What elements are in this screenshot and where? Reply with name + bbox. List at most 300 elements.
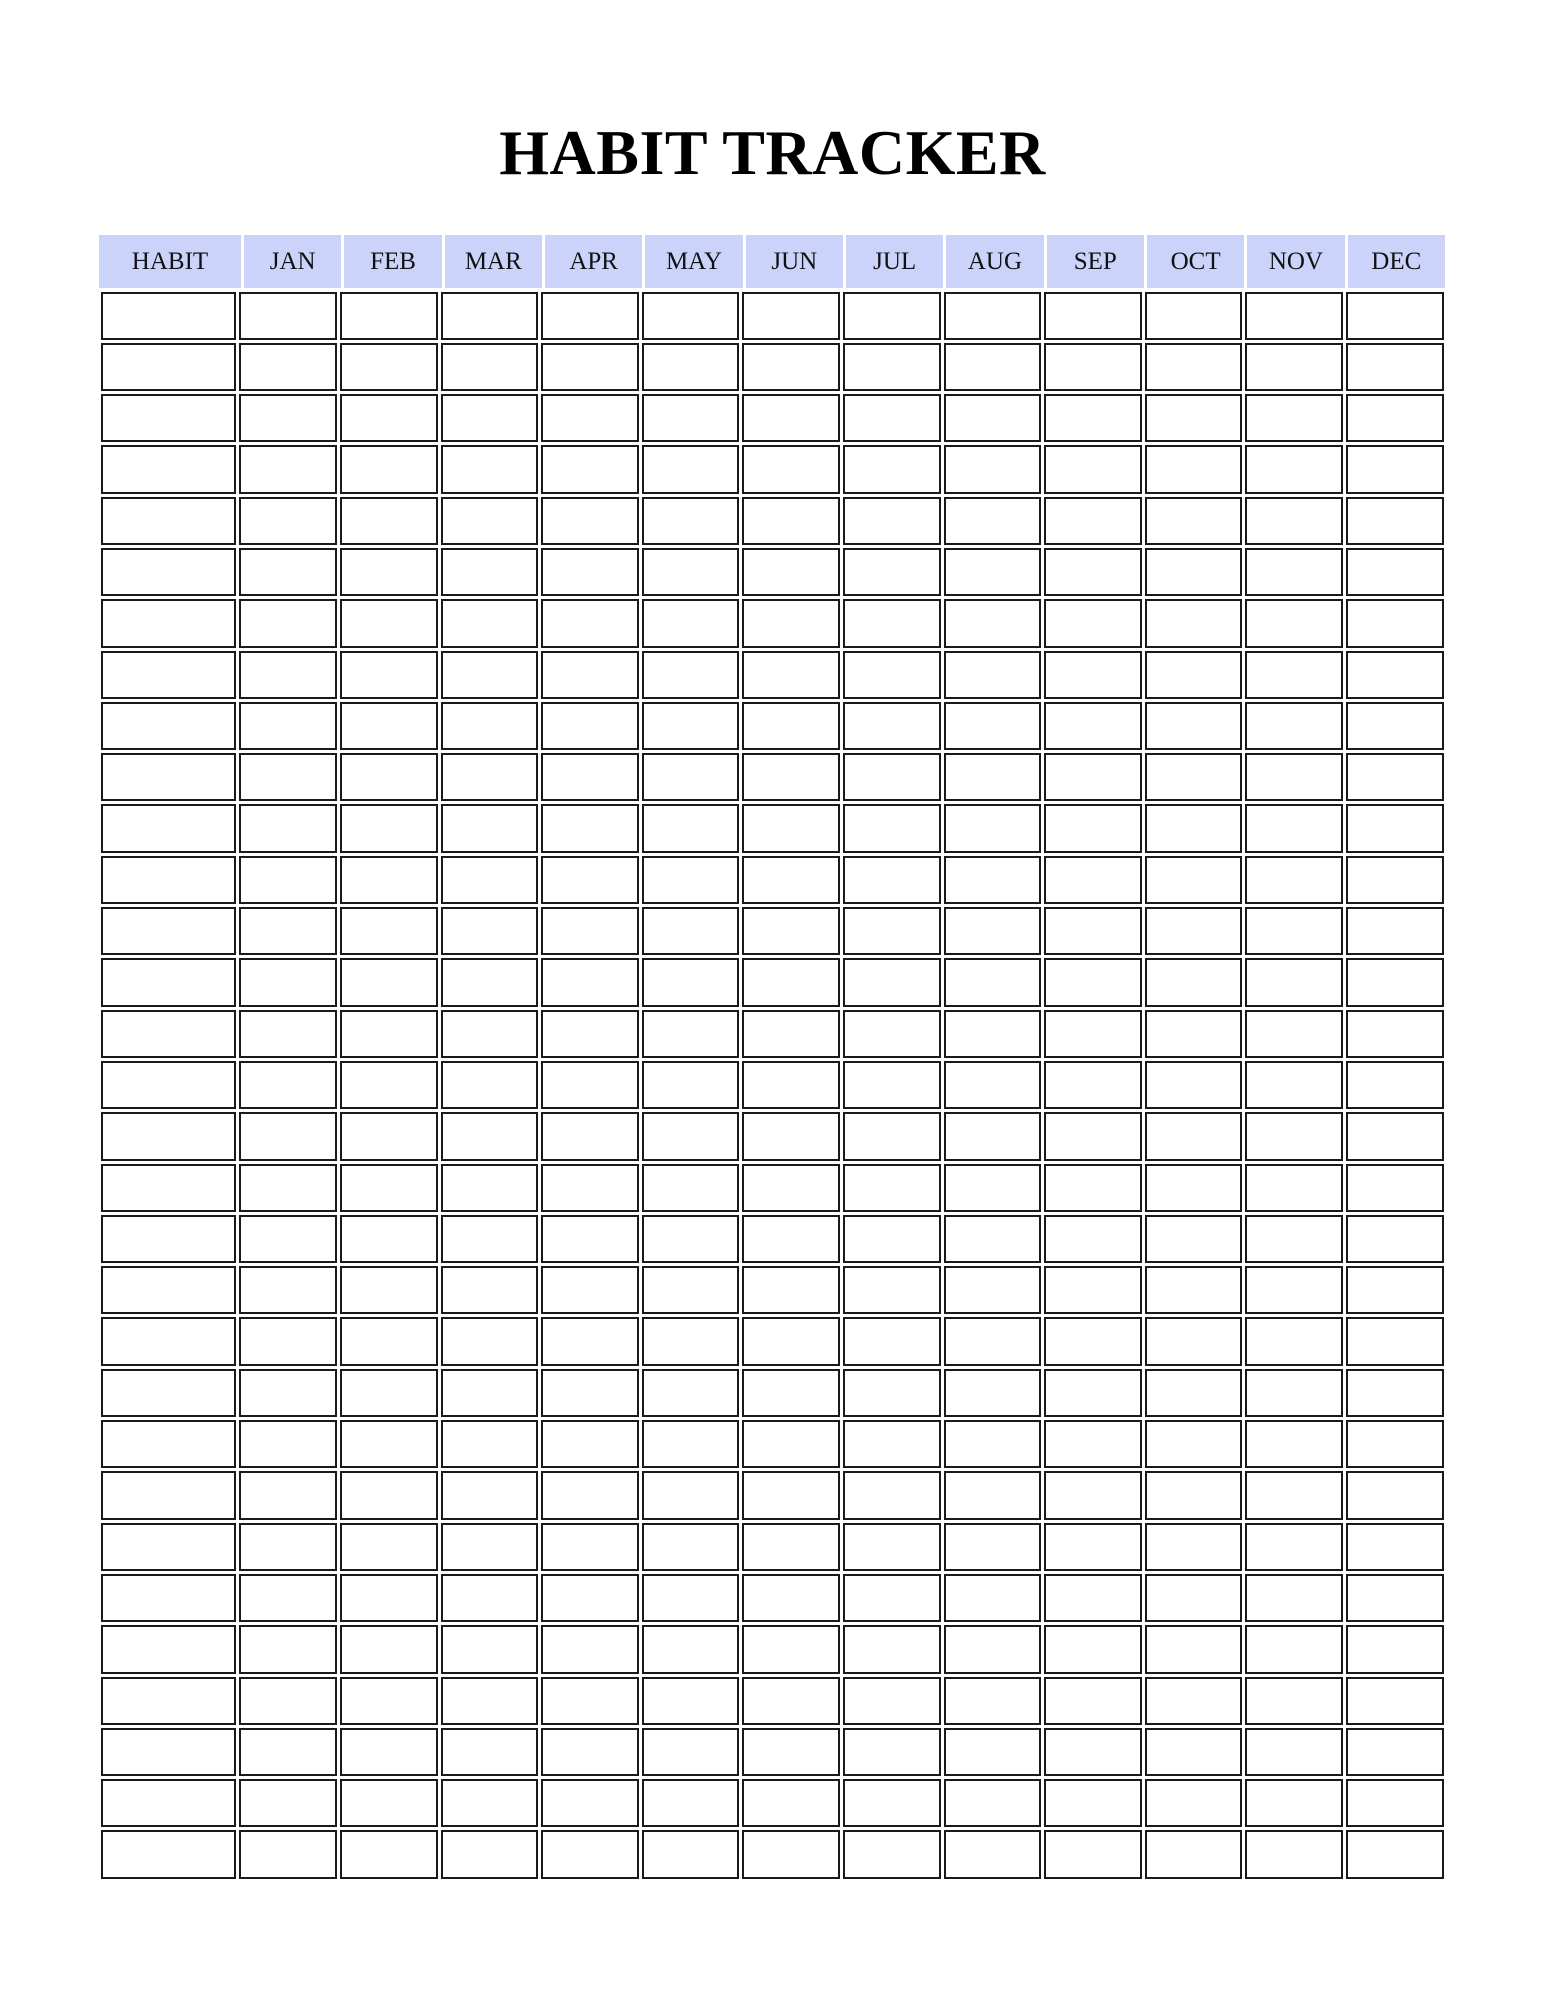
month-check-cell-dec[interactable] [1346,445,1444,493]
month-check-cell-oct[interactable] [1145,907,1243,955]
month-check-cell-aug[interactable] [944,1830,1042,1878]
month-check-cell-mar[interactable] [441,907,539,955]
month-check-cell-sep[interactable] [1044,497,1142,545]
month-check-cell-mar[interactable] [441,958,539,1006]
month-check-cell-feb[interactable] [340,1779,438,1827]
month-check-cell-may[interactable] [642,804,740,852]
month-check-cell-feb[interactable] [340,1574,438,1622]
month-check-cell-apr[interactable] [541,394,639,442]
month-check-cell-oct[interactable] [1145,1420,1243,1468]
month-check-cell-dec[interactable] [1346,1574,1444,1622]
month-check-cell-jan[interactable] [239,1164,337,1212]
month-check-cell-oct[interactable] [1145,804,1243,852]
month-check-cell-may[interactable] [642,958,740,1006]
month-check-cell-may[interactable] [642,1830,740,1878]
month-check-cell-jul[interactable] [843,651,941,699]
month-check-cell-may[interactable] [642,394,740,442]
habit-name-cell[interactable] [101,1266,237,1314]
month-check-cell-nov[interactable] [1245,958,1343,1006]
month-check-cell-jan[interactable] [239,1677,337,1725]
month-check-cell-jul[interactable] [843,1625,941,1673]
month-check-cell-feb[interactable] [340,343,438,391]
month-check-cell-sep[interactable] [1044,753,1142,801]
month-check-cell-dec[interactable] [1346,856,1444,904]
month-check-cell-jan[interactable] [239,1625,337,1673]
habit-name-cell[interactable] [101,958,237,1006]
month-check-cell-aug[interactable] [944,702,1042,750]
month-check-cell-jun[interactable] [742,907,840,955]
month-check-cell-apr[interactable] [541,445,639,493]
month-check-cell-feb[interactable] [340,497,438,545]
month-check-cell-apr[interactable] [541,1728,639,1776]
month-check-cell-aug[interactable] [944,1574,1042,1622]
month-check-cell-oct[interactable] [1145,1061,1243,1109]
month-check-cell-jan[interactable] [239,1523,337,1571]
month-check-cell-jul[interactable] [843,702,941,750]
month-check-cell-jul[interactable] [843,1677,941,1725]
month-check-cell-oct[interactable] [1145,292,1243,340]
month-check-cell-feb[interactable] [340,1728,438,1776]
habit-name-cell[interactable] [101,1215,237,1263]
month-check-cell-feb[interactable] [340,907,438,955]
month-check-cell-dec[interactable] [1346,343,1444,391]
month-check-cell-jun[interactable] [742,1574,840,1622]
month-check-cell-jan[interactable] [239,548,337,596]
month-check-cell-apr[interactable] [541,804,639,852]
month-check-cell-jul[interactable] [843,1523,941,1571]
month-check-cell-may[interactable] [642,1061,740,1109]
month-check-cell-oct[interactable] [1145,548,1243,596]
month-check-cell-may[interactable] [642,1677,740,1725]
month-check-cell-apr[interactable] [541,497,639,545]
month-check-cell-oct[interactable] [1145,497,1243,545]
month-check-cell-dec[interactable] [1346,1471,1444,1519]
habit-name-cell[interactable] [101,1574,237,1622]
month-check-cell-jun[interactable] [742,1728,840,1776]
month-check-cell-may[interactable] [642,1164,740,1212]
month-check-cell-oct[interactable] [1145,958,1243,1006]
month-check-cell-jul[interactable] [843,343,941,391]
month-check-cell-oct[interactable] [1145,394,1243,442]
month-check-cell-nov[interactable] [1245,651,1343,699]
month-check-cell-sep[interactable] [1044,702,1142,750]
month-check-cell-apr[interactable] [541,1266,639,1314]
month-check-cell-aug[interactable] [944,548,1042,596]
month-check-cell-aug[interactable] [944,856,1042,904]
month-check-cell-oct[interactable] [1145,1369,1243,1417]
month-check-cell-jan[interactable] [239,292,337,340]
month-check-cell-mar[interactable] [441,1779,539,1827]
month-check-cell-may[interactable] [642,1574,740,1622]
month-check-cell-feb[interactable] [340,1317,438,1365]
month-check-cell-apr[interactable] [541,1112,639,1160]
month-check-cell-sep[interactable] [1044,1420,1142,1468]
month-check-cell-nov[interactable] [1245,599,1343,647]
month-check-cell-may[interactable] [642,1215,740,1263]
month-check-cell-nov[interactable] [1245,856,1343,904]
month-check-cell-aug[interactable] [944,497,1042,545]
month-check-cell-oct[interactable] [1145,753,1243,801]
month-check-cell-apr[interactable] [541,1164,639,1212]
month-check-cell-dec[interactable] [1346,907,1444,955]
month-check-cell-aug[interactable] [944,1061,1042,1109]
month-check-cell-sep[interactable] [1044,343,1142,391]
month-check-cell-jun[interactable] [742,1010,840,1058]
month-check-cell-apr[interactable] [541,753,639,801]
month-check-cell-jan[interactable] [239,1830,337,1878]
month-check-cell-dec[interactable] [1346,1420,1444,1468]
month-check-cell-aug[interactable] [944,1677,1042,1725]
month-check-cell-aug[interactable] [944,1112,1042,1160]
month-check-cell-jan[interactable] [239,1728,337,1776]
month-check-cell-jul[interactable] [843,1830,941,1878]
month-check-cell-feb[interactable] [340,1625,438,1673]
habit-name-cell[interactable] [101,1830,237,1878]
month-check-cell-oct[interactable] [1145,445,1243,493]
month-check-cell-apr[interactable] [541,651,639,699]
month-check-cell-jan[interactable] [239,343,337,391]
month-check-cell-may[interactable] [642,1779,740,1827]
month-check-cell-mar[interactable] [441,1164,539,1212]
month-check-cell-jan[interactable] [239,702,337,750]
month-check-cell-sep[interactable] [1044,1164,1142,1212]
month-check-cell-aug[interactable] [944,804,1042,852]
month-check-cell-apr[interactable] [541,1061,639,1109]
month-check-cell-mar[interactable] [441,1471,539,1519]
month-check-cell-jul[interactable] [843,292,941,340]
month-check-cell-jul[interactable] [843,548,941,596]
month-check-cell-jul[interactable] [843,1779,941,1827]
month-check-cell-apr[interactable] [541,599,639,647]
month-check-cell-jan[interactable] [239,1317,337,1365]
month-check-cell-apr[interactable] [541,907,639,955]
month-check-cell-jun[interactable] [742,1830,840,1878]
month-check-cell-mar[interactable] [441,1677,539,1725]
month-check-cell-jun[interactable] [742,1420,840,1468]
month-check-cell-jul[interactable] [843,497,941,545]
habit-name-cell[interactable] [101,702,237,750]
month-check-cell-dec[interactable] [1346,1523,1444,1571]
month-check-cell-may[interactable] [642,702,740,750]
month-check-cell-sep[interactable] [1044,907,1142,955]
month-check-cell-jul[interactable] [843,907,941,955]
month-check-cell-jul[interactable] [843,1010,941,1058]
month-check-cell-jul[interactable] [843,599,941,647]
month-check-cell-jan[interactable] [239,1215,337,1263]
month-check-cell-jan[interactable] [239,804,337,852]
month-check-cell-aug[interactable] [944,1625,1042,1673]
month-check-cell-aug[interactable] [944,1010,1042,1058]
month-check-cell-mar[interactable] [441,651,539,699]
month-check-cell-sep[interactable] [1044,394,1142,442]
habit-name-cell[interactable] [101,1369,237,1417]
month-check-cell-sep[interactable] [1044,1215,1142,1263]
month-check-cell-aug[interactable] [944,343,1042,391]
month-check-cell-may[interactable] [642,1471,740,1519]
month-check-cell-mar[interactable] [441,1215,539,1263]
month-check-cell-dec[interactable] [1346,1779,1444,1827]
month-check-cell-sep[interactable] [1044,599,1142,647]
month-check-cell-dec[interactable] [1346,1830,1444,1878]
habit-name-cell[interactable] [101,1112,237,1160]
month-check-cell-mar[interactable] [441,702,539,750]
month-check-cell-jul[interactable] [843,958,941,1006]
month-check-cell-sep[interactable] [1044,856,1142,904]
month-check-cell-dec[interactable] [1346,1010,1444,1058]
month-check-cell-mar[interactable] [441,1061,539,1109]
month-check-cell-jul[interactable] [843,1266,941,1314]
month-check-cell-apr[interactable] [541,856,639,904]
month-check-cell-feb[interactable] [340,1830,438,1878]
month-check-cell-nov[interactable] [1245,702,1343,750]
month-check-cell-dec[interactable] [1346,292,1444,340]
month-check-cell-nov[interactable] [1245,445,1343,493]
month-check-cell-feb[interactable] [340,1112,438,1160]
month-check-cell-may[interactable] [642,753,740,801]
month-check-cell-may[interactable] [642,651,740,699]
month-check-cell-sep[interactable] [1044,548,1142,596]
month-check-cell-nov[interactable] [1245,1164,1343,1212]
month-check-cell-jan[interactable] [239,1266,337,1314]
month-check-cell-oct[interactable] [1145,1266,1243,1314]
habit-name-cell[interactable] [101,907,237,955]
month-check-cell-dec[interactable] [1346,1112,1444,1160]
month-check-cell-feb[interactable] [340,1369,438,1417]
habit-name-cell[interactable] [101,497,237,545]
month-check-cell-may[interactable] [642,1523,740,1571]
month-check-cell-dec[interactable] [1346,1369,1444,1417]
month-check-cell-aug[interactable] [944,1266,1042,1314]
habit-name-cell[interactable] [101,651,237,699]
month-check-cell-sep[interactable] [1044,445,1142,493]
month-check-cell-may[interactable] [642,1317,740,1365]
month-check-cell-apr[interactable] [541,1574,639,1622]
month-check-cell-dec[interactable] [1346,1677,1444,1725]
month-check-cell-sep[interactable] [1044,1625,1142,1673]
habit-name-cell[interactable] [101,1625,237,1673]
habit-name-cell[interactable] [101,1728,237,1776]
month-check-cell-mar[interactable] [441,343,539,391]
month-check-cell-oct[interactable] [1145,1523,1243,1571]
month-check-cell-apr[interactable] [541,1625,639,1673]
month-check-cell-aug[interactable] [944,394,1042,442]
habit-name-cell[interactable] [101,343,237,391]
month-check-cell-mar[interactable] [441,497,539,545]
month-check-cell-nov[interactable] [1245,907,1343,955]
habit-name-cell[interactable] [101,1164,237,1212]
month-check-cell-mar[interactable] [441,1574,539,1622]
month-check-cell-nov[interactable] [1245,1215,1343,1263]
month-check-cell-dec[interactable] [1346,753,1444,801]
month-check-cell-oct[interactable] [1145,856,1243,904]
month-check-cell-sep[interactable] [1044,1779,1142,1827]
month-check-cell-apr[interactable] [541,1523,639,1571]
month-check-cell-jun[interactable] [742,1266,840,1314]
month-check-cell-jun[interactable] [742,1677,840,1725]
month-check-cell-aug[interactable] [944,1728,1042,1776]
month-check-cell-aug[interactable] [944,1317,1042,1365]
month-check-cell-may[interactable] [642,343,740,391]
habit-name-cell[interactable] [101,445,237,493]
month-check-cell-oct[interactable] [1145,1112,1243,1160]
month-check-cell-jan[interactable] [239,394,337,442]
month-check-cell-mar[interactable] [441,1830,539,1878]
month-check-cell-feb[interactable] [340,1010,438,1058]
month-check-cell-dec[interactable] [1346,958,1444,1006]
month-check-cell-jan[interactable] [239,497,337,545]
month-check-cell-aug[interactable] [944,1215,1042,1263]
month-check-cell-aug[interactable] [944,1471,1042,1519]
month-check-cell-jan[interactable] [239,445,337,493]
month-check-cell-mar[interactable] [441,599,539,647]
habit-name-cell[interactable] [101,856,237,904]
month-check-cell-dec[interactable] [1346,1317,1444,1365]
month-check-cell-sep[interactable] [1044,804,1142,852]
month-check-cell-feb[interactable] [340,1061,438,1109]
month-check-cell-jul[interactable] [843,1164,941,1212]
month-check-cell-may[interactable] [642,292,740,340]
month-check-cell-dec[interactable] [1346,394,1444,442]
month-check-cell-may[interactable] [642,1112,740,1160]
month-check-cell-dec[interactable] [1346,1164,1444,1212]
month-check-cell-jan[interactable] [239,651,337,699]
habit-name-cell[interactable] [101,394,237,442]
month-check-cell-jun[interactable] [742,651,840,699]
month-check-cell-sep[interactable] [1044,1112,1142,1160]
month-check-cell-oct[interactable] [1145,343,1243,391]
month-check-cell-jan[interactable] [239,1779,337,1827]
habit-name-cell[interactable] [101,1010,237,1058]
month-check-cell-mar[interactable] [441,394,539,442]
month-check-cell-jun[interactable] [742,497,840,545]
month-check-cell-nov[interactable] [1245,1574,1343,1622]
month-check-cell-jul[interactable] [843,394,941,442]
month-check-cell-may[interactable] [642,1420,740,1468]
month-check-cell-jan[interactable] [239,1112,337,1160]
habit-name-cell[interactable] [101,1523,237,1571]
month-check-cell-sep[interactable] [1044,1061,1142,1109]
month-check-cell-nov[interactable] [1245,548,1343,596]
month-check-cell-jan[interactable] [239,1574,337,1622]
month-check-cell-aug[interactable] [944,907,1042,955]
month-check-cell-jan[interactable] [239,1471,337,1519]
month-check-cell-jul[interactable] [843,1471,941,1519]
month-check-cell-mar[interactable] [441,1728,539,1776]
month-check-cell-nov[interactable] [1245,1420,1343,1468]
month-check-cell-oct[interactable] [1145,1574,1243,1622]
month-check-cell-apr[interactable] [541,1317,639,1365]
month-check-cell-jan[interactable] [239,599,337,647]
month-check-cell-mar[interactable] [441,1369,539,1417]
month-check-cell-sep[interactable] [1044,1677,1142,1725]
month-check-cell-feb[interactable] [340,1523,438,1571]
month-check-cell-oct[interactable] [1145,1164,1243,1212]
month-check-cell-feb[interactable] [340,1420,438,1468]
month-check-cell-nov[interactable] [1245,1317,1343,1365]
month-check-cell-oct[interactable] [1145,702,1243,750]
month-check-cell-aug[interactable] [944,292,1042,340]
month-check-cell-oct[interactable] [1145,1779,1243,1827]
habit-name-cell[interactable] [101,753,237,801]
month-check-cell-oct[interactable] [1145,1728,1243,1776]
month-check-cell-jun[interactable] [742,958,840,1006]
month-check-cell-may[interactable] [642,907,740,955]
month-check-cell-feb[interactable] [340,1266,438,1314]
month-check-cell-mar[interactable] [441,292,539,340]
month-check-cell-nov[interactable] [1245,1061,1343,1109]
month-check-cell-mar[interactable] [441,1317,539,1365]
habit-name-cell[interactable] [101,599,237,647]
month-check-cell-feb[interactable] [340,958,438,1006]
month-check-cell-nov[interactable] [1245,804,1343,852]
month-check-cell-nov[interactable] [1245,343,1343,391]
month-check-cell-feb[interactable] [340,445,438,493]
month-check-cell-nov[interactable] [1245,1728,1343,1776]
month-check-cell-apr[interactable] [541,292,639,340]
month-check-cell-may[interactable] [642,1266,740,1314]
month-check-cell-may[interactable] [642,497,740,545]
month-check-cell-feb[interactable] [340,702,438,750]
habit-name-cell[interactable] [101,1061,237,1109]
month-check-cell-jun[interactable] [742,1112,840,1160]
month-check-cell-jun[interactable] [742,1317,840,1365]
month-check-cell-may[interactable] [642,1010,740,1058]
month-check-cell-sep[interactable] [1044,1830,1142,1878]
month-check-cell-jun[interactable] [742,1625,840,1673]
month-check-cell-jul[interactable] [843,856,941,904]
month-check-cell-may[interactable] [642,1369,740,1417]
month-check-cell-jun[interactable] [742,599,840,647]
month-check-cell-dec[interactable] [1346,1625,1444,1673]
month-check-cell-oct[interactable] [1145,599,1243,647]
month-check-cell-jun[interactable] [742,753,840,801]
month-check-cell-dec[interactable] [1346,804,1444,852]
month-check-cell-jan[interactable] [239,753,337,801]
month-check-cell-mar[interactable] [441,1625,539,1673]
month-check-cell-nov[interactable] [1245,497,1343,545]
month-check-cell-mar[interactable] [441,1266,539,1314]
month-check-cell-mar[interactable] [441,548,539,596]
month-check-cell-oct[interactable] [1145,1677,1243,1725]
month-check-cell-apr[interactable] [541,343,639,391]
month-check-cell-nov[interactable] [1245,1625,1343,1673]
month-check-cell-jul[interactable] [843,1112,941,1160]
month-check-cell-aug[interactable] [944,1164,1042,1212]
month-check-cell-sep[interactable] [1044,1574,1142,1622]
month-check-cell-mar[interactable] [441,1010,539,1058]
month-check-cell-dec[interactable] [1346,702,1444,750]
month-check-cell-apr[interactable] [541,1420,639,1468]
month-check-cell-jul[interactable] [843,753,941,801]
month-check-cell-aug[interactable] [944,1420,1042,1468]
habit-name-cell[interactable] [101,292,237,340]
month-check-cell-aug[interactable] [944,1779,1042,1827]
month-check-cell-aug[interactable] [944,445,1042,493]
month-check-cell-nov[interactable] [1245,394,1343,442]
month-check-cell-apr[interactable] [541,1215,639,1263]
month-check-cell-jul[interactable] [843,1215,941,1263]
month-check-cell-jun[interactable] [742,394,840,442]
month-check-cell-mar[interactable] [441,804,539,852]
month-check-cell-sep[interactable] [1044,1266,1142,1314]
month-check-cell-sep[interactable] [1044,1369,1142,1417]
month-check-cell-feb[interactable] [340,1215,438,1263]
month-check-cell-feb[interactable] [340,394,438,442]
month-check-cell-mar[interactable] [441,1112,539,1160]
month-check-cell-nov[interactable] [1245,1266,1343,1314]
month-check-cell-jul[interactable] [843,1317,941,1365]
month-check-cell-mar[interactable] [441,1420,539,1468]
